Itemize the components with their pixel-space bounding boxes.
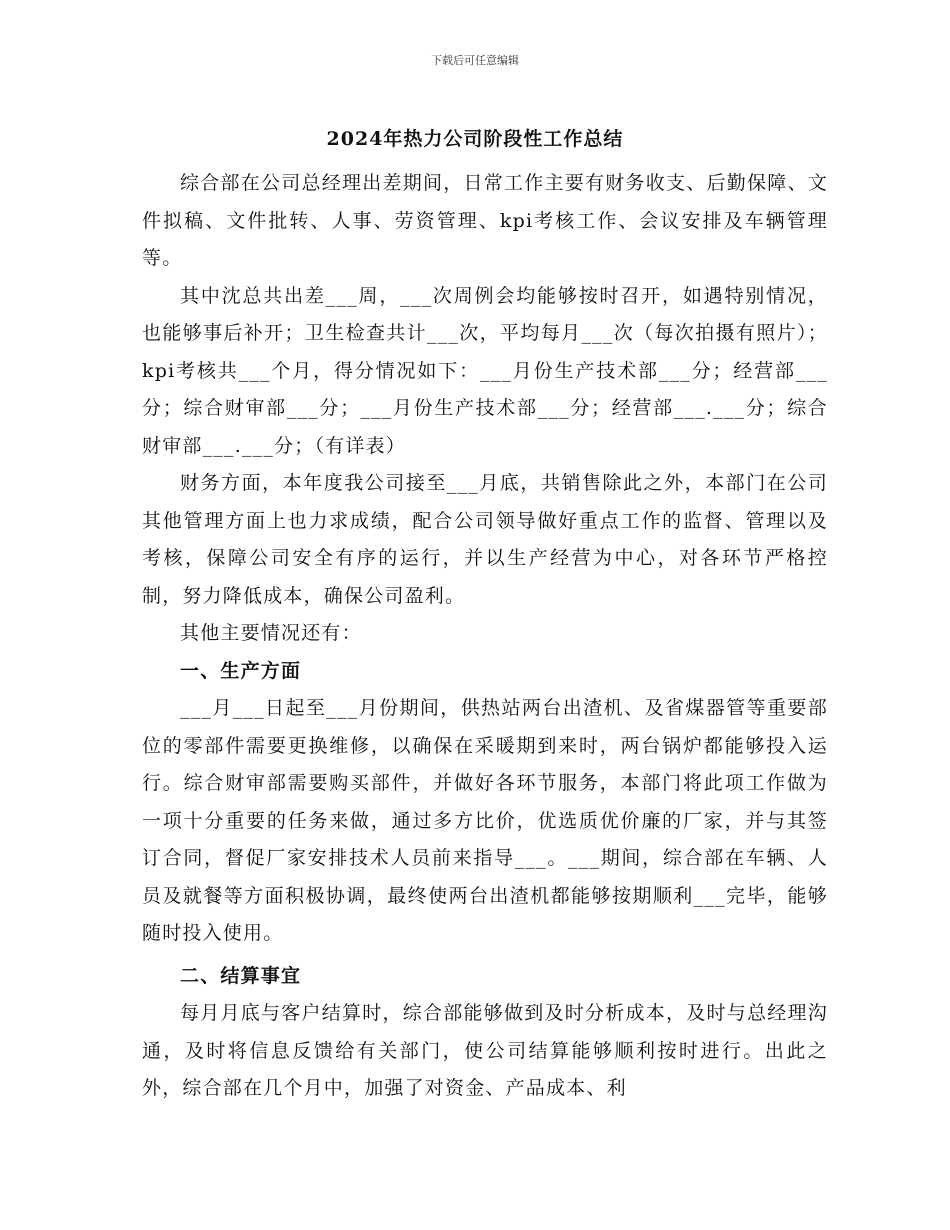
paragraph-production: ___月___日起至___月份期间，供热站两台出渣机、及省煤器管等重要部位的零部件需要更换维修，以确保在采暖期到来时，两台锅炉都能够投入运行。综合财审部需要购买部件，并做好各环节服务，本部门将此项工作做为一项十分重要的任务来做，通过多方比价，优选质优价廉的厂家，并与其签订合同，督促厂家安排技术人员前来指导___。___期间，综合部在车辆、人员及就餐等方面积极协调，最终使两台出渣机都能够按期顺利___完毕，能够随时投入使用。 bbox=[142, 697, 828, 944]
document-body bbox=[142, 165, 828, 1108]
header-note: 下载后可任意编辑 bbox=[431, 54, 519, 67]
document-title: 2024年热力公司阶段性工作总结 bbox=[326, 128, 624, 150]
section-heading-settlement: 二、结算事宜 bbox=[180, 964, 302, 987]
paragraph-settlement: 每月月底与客户结算时，综合部能够做到及时分析成本，及时与总经理沟通，及时将信息反馈给有关部门，使公司结算能够顺利按时进行。出此之外，综合部在几个月中，加强了对资金、产品成本、利 bbox=[142, 1002, 828, 1099]
paragraph-finance: 财务方面，本年度我公司接至___月底，共销售除此之外，本部门在公司其他管理方面上也力求成绩，配合公司领导做好重点工作的监督、管理以及考核，保障公司安全有序的运行，并以生产经营为中心，对各环节严格控制，努力降低成本，确保公司盈利。 bbox=[142, 472, 828, 607]
paragraph-intro: 综合部在公司总经理出差期间，日常工作主要有财务收支、后勤保障、文件拟稿、文件批转、人事、劳资管理、kpi考核工作、会议安排及车辆管理等。 bbox=[142, 172, 828, 269]
section-heading-production: 一、生产方面 bbox=[180, 659, 302, 682]
paragraph-meetings: 其中沈总共出差___周，___次周例会均能够按时召开，如遇特别情况，也能够事后补开；卫生检查共计___次，平均每月___次（每次拍摄有照片）；kpi考核共___个月，得分情况如下：___月份生产技术部___分；经营部___分；综合财审部___分；___月份生产技术部___分；经营部___.___分；综合财审部___.___分；（有详表） bbox=[142, 284, 828, 457]
paragraph-other: 其他主要情况还有： bbox=[180, 622, 362, 644]
